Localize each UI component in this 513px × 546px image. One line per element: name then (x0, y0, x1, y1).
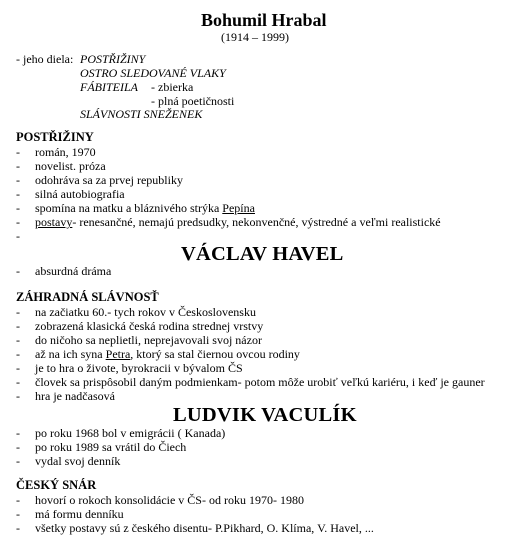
text-fragment: , ktorý sa stal čiernou ovcou rodiny (130, 347, 300, 361)
author-heading-havel: VÁCLAV HAVEL (181, 243, 344, 265)
list-item-text: po roku 1968 bol v emigrácii ( Kanada) (35, 426, 226, 440)
bullet: - (16, 375, 20, 389)
bullet: - (16, 347, 20, 361)
bullet: - (16, 187, 20, 201)
list-item-text: odohráva sa za prvej republiky (35, 173, 183, 187)
list-item-text: po roku 1989 sa vrátil do Čiech (35, 440, 187, 454)
list-item-text: všetky postavy sú z českého disentu- P.Pikhard, O. Klíma, V. Havel, ... (35, 521, 374, 535)
list-item-text: hra je nadčasová (35, 389, 115, 403)
list-item-text: človek sa prispôsobil daným podmienkam- potom môže urobiť veľkú kariéru, i keď je gauner (35, 375, 485, 389)
underlined-name: Petra (105, 347, 131, 361)
list-item-text: novelist. próza (35, 159, 106, 173)
bullet: - (16, 159, 20, 173)
text-fragment: spomína na matku a bláznivého strýka (35, 201, 223, 215)
bullet: - (16, 215, 20, 229)
work-item: FÁBITEILA (80, 80, 138, 94)
page-title: Bohumil Hrabal (201, 10, 327, 30)
list-item-text: hovorí o rokoch konsolidácie v ČS- od roku 1970- 1980 (35, 493, 304, 507)
bullet: - (16, 201, 20, 215)
list-item-text: má formu denníku (35, 507, 124, 521)
bullet: - (16, 440, 20, 454)
bullet: - (16, 521, 20, 535)
bullet: - (16, 264, 20, 278)
bullet: - (16, 145, 20, 159)
bullet: - (16, 173, 20, 187)
text-fragment: - renesančné, nemajú predsudky, nekonvenčné, výstredné a veľmi realistické (72, 215, 441, 229)
section-heading-zahradna: ZÁHRADNÁ SLÁVNOSŤ (16, 290, 159, 304)
underlined-term: postavy (35, 215, 73, 229)
bullet: - (16, 426, 20, 440)
list-item-text: román, 1970 (35, 145, 96, 159)
list-item-text: je to hra o živote, byrokracii v bývalom ČS (35, 361, 243, 375)
list-item-text (35, 201, 255, 215)
list-item-text (35, 215, 441, 229)
work-item: POSTŘIŽINY (80, 52, 146, 66)
list-item-text (35, 347, 300, 361)
bullet: - (16, 454, 20, 468)
work-item: SLÁVNOSTI SNEŽENEK (80, 107, 203, 121)
bullet: - (16, 333, 20, 347)
works-label: - jeho diela: (16, 52, 74, 66)
text-fragment: až na ich syna (35, 347, 106, 361)
section-heading-snar: ČESKÝ SNÁR (16, 478, 97, 492)
bullet: - (16, 389, 20, 403)
bullet: - (16, 361, 20, 375)
list-item-text: silná autobiografia (35, 187, 125, 201)
work-note: - zbierka (151, 80, 194, 94)
author-heading-vaculik: LUDVIK VACULÍK (173, 404, 357, 426)
list-item-text: do ničoho sa neplietli, neprejavovali svoj názor (35, 333, 262, 347)
bullet: - (16, 493, 20, 507)
bullet: - (16, 229, 20, 243)
work-item: OSTRO SLEDOVANÉ VLAKY (80, 66, 226, 80)
list-item-text: vydal svoj denník (35, 454, 121, 468)
section-heading-postriziny: POSTŘIŽINY (16, 130, 94, 144)
underlined-name: Pepína (222, 201, 255, 215)
bullet: - (16, 305, 20, 319)
work-note: - plná poetičnosti (151, 94, 235, 108)
bullet: - (16, 319, 20, 333)
bullet: - (16, 507, 20, 521)
list-item-text: na začiatku 60.- tych rokov v Československu (35, 305, 256, 319)
author-dates: (1914 – 1999) (221, 30, 289, 44)
list-item-text: absurdná dráma (35, 264, 112, 278)
list-item-text: zobrazená klasická česká rodina strednej vrstvy (35, 319, 264, 333)
